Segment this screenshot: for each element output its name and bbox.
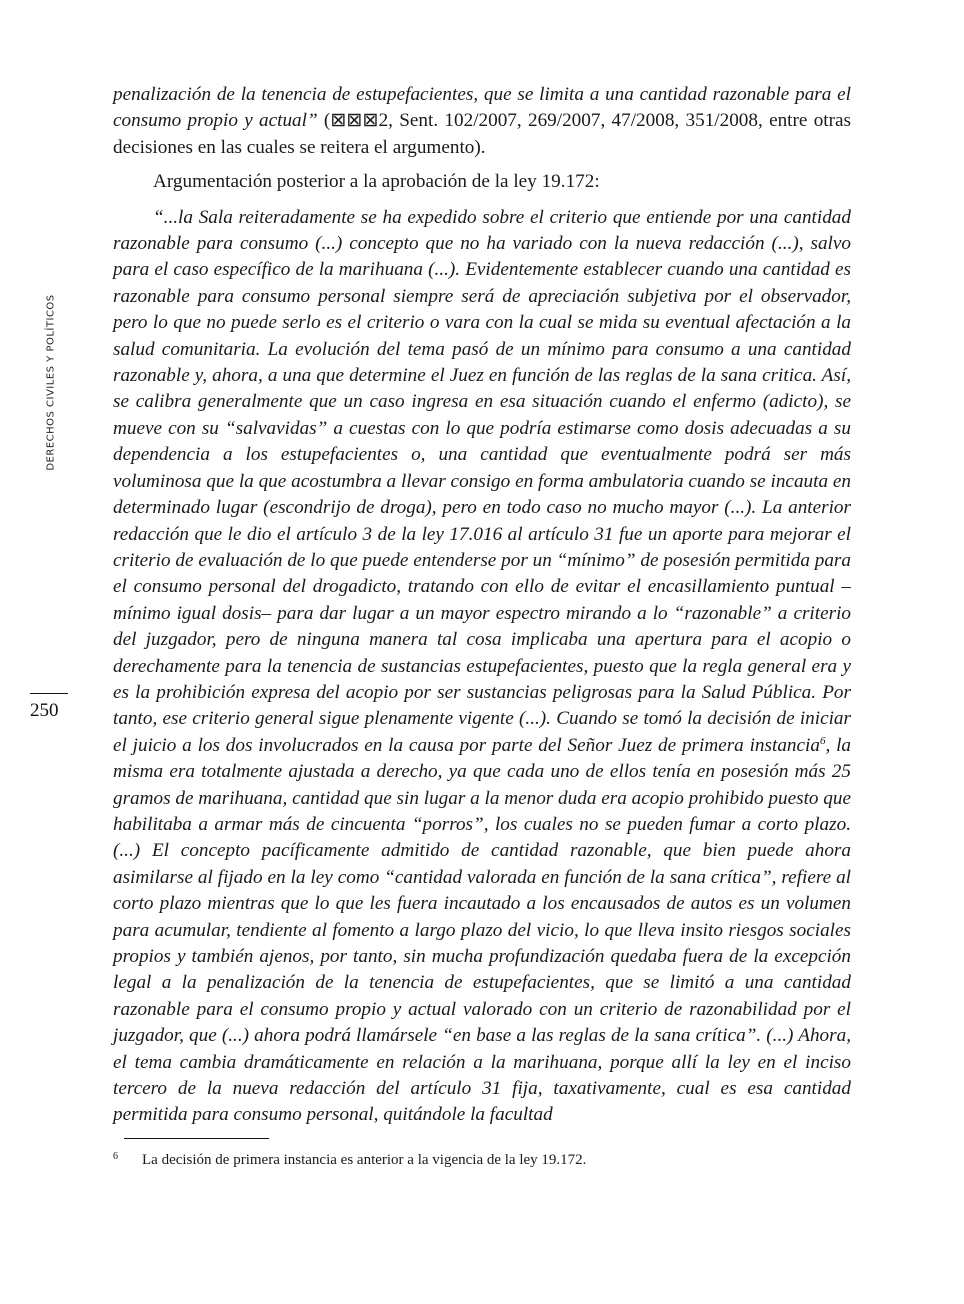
paragraph-2: Argumentación posterior a la aprobación de la ley 19.172:: [153, 171, 600, 193]
paragraph-1: [113, 82, 851, 161]
footnote-text: La decisión de primera instancia es anterior a la vigencia de la ley 19.172.: [142, 1152, 587, 1168]
page-number-rule: [30, 693, 68, 694]
footnote-reference[interactable]: 6: [819, 734, 826, 747]
running-header-text: DERECHOS CIVILES Y POLÍTICOS: [45, 293, 57, 471]
paragraph-1-roman: 2, Sent. 102/2007, 269/2007, 47/2008, 351/2008, entre otras decisiones en las cuales se reitera el argumento).: [113, 110, 851, 158]
quoted-ruling: [113, 205, 851, 1129]
page-number: 250: [30, 700, 59, 721]
footnote-separator: [124, 1138, 269, 1139]
quote-part-1: “...la Sala reiteradamente se ha expedido sobre el criterio que entiende por una cantidad razonable para consumo (...) concepto que no ha variado con la nueva redacción (...), salvo para el caso específico de la marihuana (...). Evidentemente establecer cuando una cantidad es razonable para consumo personal siempre será de apreciación subjetiva por el observador, pero lo que no puede serlo es el criterio o vara con la cual se mida su eventual afectación a la salud comunitaria. La evolución del tema pasó de un mínimo para consumo a una cantidad razonable y, ahora, a una que determine el Juez en función de las reglas de la sana critica. Así, se calibra generalmente que un caso ingresa en esa situación cuando el enfermo (adicto), se mueve con su “salvavidas” a cuestas con lo que podría estimarse como dosis adecuadas a su dependencia a los estupefacientes o, una cantidad que eventualmente podrá ser más voluminosa que la que acostumbra a llevar consigo en forma ambulatoria cuando se incauta en determinado lugar (escondrijo de droga), pero en todo caso no mucho mayor (...). La anterior redacción que le dio el artículo 3 de la ley 17.016 al artículo 31 fue un aporte para mejorar el criterio de evaluación de lo que puede entenderse por un “mínimo” de posesión permitida para el consumo personal del drogadicto, tratando con ello de evitar el encasillamiento puntual –mínimo igual dosis– para dar lugar a un mayor espectro mirando a lo “razonable” a criterio del juzgador, pero de ninguna manera tal cosa implicaba una apertura para el acopio o derechamente para la tenencia de sustancias estupefacientes, puesto que la regla general era y es la prohibición expresa del acopio por ser sustancias peligrosas para la Salud Pública. Por tanto, ese criterio general sigue plenamente vigente (...). Cuando se tomó la decisión de iniciar el juicio a los dos involucrados en la causa por parte del Señor Juez de primera instancia: [113, 206, 851, 756]
quote-part-2: , la misma era totalmente ajustada a derecho, ya que cada uno de ellos tenía en posesión más 25 gramos de marihuana, cantidad que sin lugar a la menor duda era acopio prohibido puesto que habilitaba a armar más de cincuenta “porros”, los cuales no se pueden fumar a corto plazo. (...) El concepto pacíficamente admitido de cantidad razonable, que bien puede ahora asimilarse al fijado en la ley como “cantidad valorada en función de la sana crítica”, refiere al corto plazo mientras que lo que les fuera incautado a los encausados de autos es un volumen para acumular, tendiente al fomento a largo plazo del vicio, lo que lleva insito riesgos sociales propios y también ajenos, por tanto, sin mucha profundización quedaba fuera de la excepción legal a la penalización de la tenencia de estupefacientes, que se limitó a una cantidad razonable para el consumo propio y actual valorado con un criterio de razonabilidad por el juzgador, que (...) ahora podrá llamársele “en base a las reglas de la sana crítica”. (...) Ahora, el tema cambia dramáticamente en relación a la marihuana, porque allí la ley en el inciso tercero de la nueva redacción del artículo 31 fija, taxativamente, cual es esa cantidad permitida para consumo personal, quitándole la facultad: [113, 734, 851, 1126]
footnote-mark: 6: [113, 1151, 118, 1162]
running-header: [36, 282, 66, 482]
paragraph-1-missing-glyphs: (⊠⊠⊠: [317, 110, 379, 132]
main-text: [113, 82, 851, 1129]
footnote: [113, 1147, 853, 1170]
paragraph-1-italic: penalización de la tenencia de estupefacientes, que se limita a una cantidad razonable para el consumo propio y actual”: [113, 84, 851, 132]
